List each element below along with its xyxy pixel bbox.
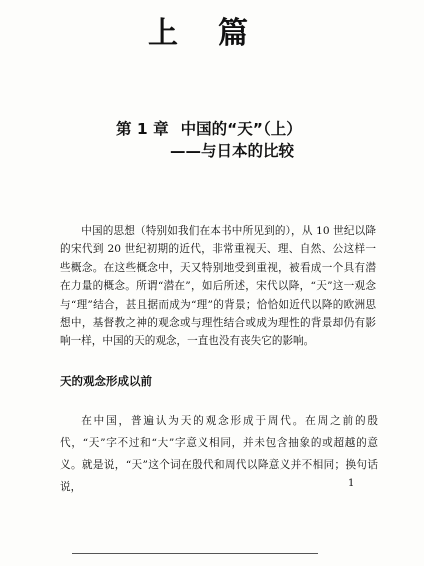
chapter-subtitle: ——与日本的比较 <box>170 142 295 160</box>
chapter-number: 第 1 章 <box>116 120 169 138</box>
intro-paragraph: 中国的思想（特别如我们在本书中所见到的），从 10 世纪以降的宋代到 20 世纪初期的近代，非常重视天、理、自然、公这样一些概念。在这些概念中，天又特别地受到重视，被看成一个具有潜在力量的概念。所谓“潜在”，如后所述，宋代以降，“天”这一观念与“理”结合，甚且据而成为“理”的背景；恰恰如近代以降的欧洲思想中，基督教之神的观念或与理性结合或成为理性的背景却仍有影响一样，中国的天的观念，一直也没有丧失它的影响。 <box>60 225 376 348</box>
bottom-rule <box>72 553 318 554</box>
chapter-heading <box>116 117 302 139</box>
page-number: 1 <box>348 478 355 489</box>
chapter-title: 中国的“天”（上） <box>180 120 302 138</box>
section-paragraph: 在中国，普遍认为天的观念形成于周代。在周之前的殷代，“天”字不过和“大”字意义相同，并未包含抽象的或超越的意义。就是说，“天”这个词在殷代和周代以降意义并不相同；换句话说， <box>60 415 378 493</box>
section-heading: 天的观念形成以前 <box>60 374 152 388</box>
part-title: 上篇 <box>148 16 288 51</box>
